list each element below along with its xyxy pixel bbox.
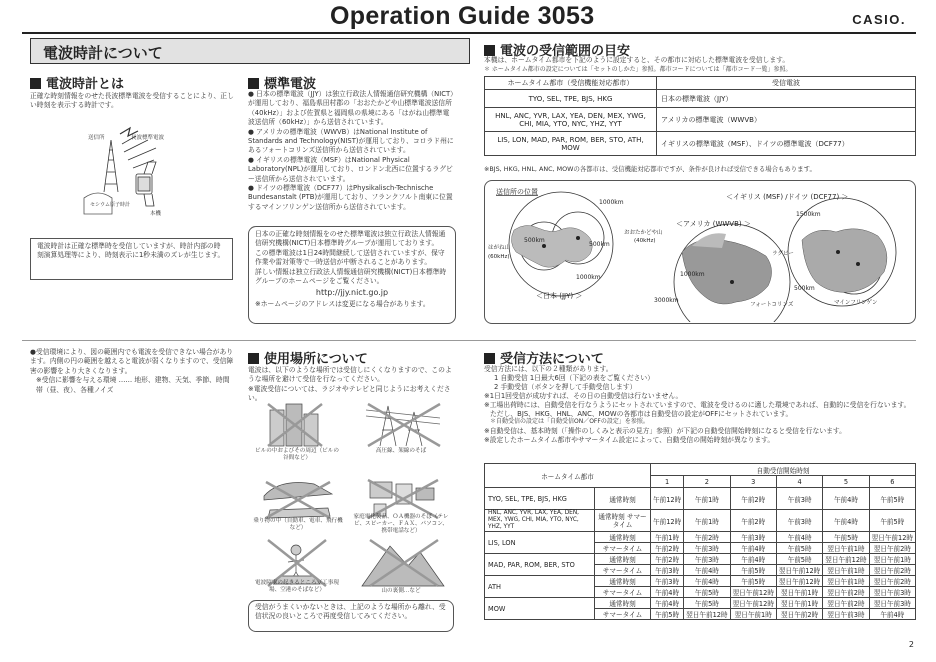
table-row: サマータイム 午前5時 翌日午前12時 翌日午前1時 翌日午前2時 翌日午前3時 午前4時 [485, 609, 916, 620]
interference-note: ●受信環境により、図の範囲内でも電波を受信できない場合があります。内側の円の範囲を越えると電波が弱くなりますので、受信障害の影響をより大きくなります。 ※受信に影響を与える環境 …… 地形、建物、天気、季節、時間帯（昼、夜）、各種ノイズ [30, 348, 234, 394]
distance-label: 500km [589, 241, 610, 248]
column-header: 6 [869, 476, 915, 488]
table-cell: アメリカの標準電波（WWVB） [657, 108, 916, 132]
method-heading: 受信方法について [484, 348, 604, 367]
accuracy-note: 電波時計は正確な標準時を受信していますが、時計内部の時刻演算処理等により、時刻表示に1秒未満のズレが生じます。 [37, 242, 225, 260]
table-row: サマータイム 午前4時 午前5時 翌日午前12時 翌日午前1時 翌日午前2時 翌日午前3時 [485, 587, 916, 598]
location-heading: 使用場所について [248, 348, 368, 367]
radio-clock-body: 正確な時刻情報をのせた長波標準電波を受信することにより、正しい時刻を表示する時計です。 [30, 92, 234, 110]
table-header-row [485, 464, 916, 476]
table-header-row [485, 77, 916, 90]
city-cell: HNL, ANC, YVR, LAX, YEA, DEN, MEX, YWG, CHI, MIA, YTO, NYC, YHZ, YYT [485, 510, 595, 532]
bullet-square-icon [30, 78, 41, 89]
distance-label: 1000km [576, 274, 601, 281]
caption-appliance: 家庭電化製品、ＯＡ機器のそば（テレビ、スピーカー、ＦＡＸ、パソコン、携帯電話など） [353, 514, 449, 534]
table-row: ATH 通常時刻 午前3時 午前4時 午前5時 翌日午前12時 翌日午前1時 翌日午前2時 [485, 576, 916, 587]
table-row [485, 108, 916, 132]
standard-wave-list [248, 90, 456, 212]
appliance-illustration [368, 480, 438, 518]
table-row: MAD, PAR, ROM, BER, STO 通常時刻 午前2時 午前3時 午前4時 午前5時 翌日午前12時 翌日午前1時 [485, 554, 916, 565]
column-header: 1 [651, 476, 684, 488]
location-note: ※電波受信については、ラジオやテレビと同じようにお考えください。 [248, 384, 451, 403]
distance-label: 1000km [680, 271, 705, 278]
nict-info-text: 日本の正確な時刻情報をのせた標準電波は独立行政法人情報通信研究機構(NICT)日本標準時グループが運用しております。 [255, 230, 446, 248]
method-body: 受信方法には、以下の２種類があります。 1 自動受信 1日最大6回（下記の表をご覧ください） 2 手動受信（ボタンを押して手動受信します） ※1日1回受信が成功すれば、その日の自動受信は行ないません。 ※工場出荷時には、自動受信を行なうようにセットされていますので、電波を受けるのに適した環境であれば、自動的に受信を行ないます。 ただし、BJS、HKG、HNL、ANC、MOWの各都市は自動受信の設定がOFFにセットされています。 ＊自動受信の設定は「自動受信ON／OFFの設定」を参照。 ※自動受信は、基本時刻（「操作のしくみと表示の見方」参照）が下記の自動受信開始時刻になると受信を行ないます。 ※設定したホームタイム都市やサマータイム設定によって、自動受信の開始時刻が異なります。 [484, 365, 911, 445]
rugby-label: ラグビー [772, 251, 794, 257]
city-cell: ATH [485, 576, 595, 598]
bullet-square-icon [248, 353, 259, 364]
column-header: 2 [684, 476, 730, 488]
radio-clock-heading: 電波時計とは [30, 73, 124, 92]
caption-powerline: 高圧線、架線のそば [375, 448, 427, 454]
list-item: ● 日本の標準電波（JJY）は独立行政法人情報通信研究機構（NICT）が運用しており、福島県田村郡の「おおたかどや山標準電波送信所（40kHz）」および佐賀県と福岡県の県境にある「はがね山標準電波送信所（60kHz）」から送信されています。 [248, 90, 454, 127]
nict-url-link[interactable]: http://jjy.nict.go.jp [315, 288, 389, 298]
column-header: ホームタイム都市 [485, 464, 651, 488]
cesium-clock-label: セシウム原子時計 [90, 202, 130, 208]
standard-wave-heading: 標準電波 [248, 73, 316, 92]
distance-label: 1500km [796, 211, 821, 218]
mode-cell: 通常時刻 [595, 488, 651, 510]
otakadoya-freq-label: (40kHz) [634, 238, 656, 244]
column-header: 受信電波 [657, 77, 916, 90]
table-row: LIS, LON 通常時刻 午前1時 午前2時 午前3時 午前4時 午前5時 翌日午前12時 [485, 532, 916, 543]
reception-range-heading: 電波の受信範囲の目安 [484, 40, 630, 59]
bullet-square-icon [484, 45, 495, 56]
column-header: 3 [730, 476, 776, 488]
list-item: ● ドイツの標準電波（DCF77）はPhysikalisch-Technische Bundesanstalt (PTB)が運用しており、フランクフルト南東に位置するマインフリンゲン送信所から送信されています。 [248, 184, 453, 211]
table-row: HNL, ANC, YVR, LAX, YEA, DEN, MEX, YWG, CHI, MIA, YTO, NYC, YHZ, YYT 通常時刻 サマータイム 午前12時 午前1時 午前2時 午前3時 午前4時 午前5時 [485, 510, 916, 532]
reception-footnote: ※BJS, HKG, HNL, ANC, MOWの各都市は、受信機能対応都市ですが、条件が良ければ受信できる場合もあります。 [484, 165, 816, 173]
nict-info-text: この標準電波は1日24時間継続して送信されていますが、保守作業や雷対策等で一時送信が中断されることがあります。 [255, 248, 445, 267]
table-row [485, 90, 916, 108]
usa-label: ＜アメリカ (WWVB) ＞ [676, 220, 751, 228]
nict-info-box [248, 226, 456, 324]
table-cell: TYO, SEL, TPE, BJS, HKG [485, 90, 657, 108]
caption-vehicle: 乗り物の中（自動車、電車、飛行機など） [253, 518, 343, 531]
city-cell: LIS, LON [485, 532, 595, 554]
uk-de-label: ＜イギリス (MSF) /ドイツ (DCF77) ＞ [726, 193, 849, 201]
fort-collins-label: フォートコリンズ [750, 302, 794, 308]
column-header: 5 [823, 476, 869, 488]
nict-info-text: 詳しい情報は独立行政法人情報通信研究機構(NICT)日本標準時グループのホームページをご覧ください。 [255, 267, 447, 286]
table-row: サマータイム 午前3時 午前4時 午前5時 翌日午前12時 翌日午前1時 翌日午前2時 [485, 565, 916, 576]
hagane-label: はがね山 [488, 245, 511, 251]
watch-label: 本機 [150, 211, 162, 217]
header-rule [22, 32, 916, 34]
table-row: MOW 通常時刻 午前4時 午前5時 翌日午前12時 翌日午前1時 翌日午前2時 翌日午前3時 [485, 598, 916, 609]
mountain-illustration [362, 540, 444, 586]
column-header: 自動受信開始時刻 [651, 464, 916, 476]
city-wave-table [484, 76, 916, 156]
distance-label: 500km [524, 237, 545, 244]
mode-cell: 通常時刻 サマータイム [595, 510, 651, 532]
table-cell: LIS, LON, MAD, PAR, ROM, BER, STO, ATH, MOW [485, 132, 657, 156]
mainflingen-label: マインフリンゲン [834, 300, 878, 306]
table-cell: イギリスの標準電波（MSF）、ドイツの標準電波（DCF77） [657, 132, 916, 156]
location-body: 電波は、以下のような場所では受信しにくくなりますので、このような場所を避けて受信を行なってください。 [248, 366, 452, 384]
table-cell: HNL, ANC, YVR, LAX, YEA, DEN, MEX, YWG, CHI, MIA, YTO, NYC, YHZ, YYT [485, 108, 657, 132]
reception-intro: 本機は、ホームタイム都市を下記のように設定すると、その都市に対応した標準電波を受信します。 [484, 56, 790, 64]
japan-label: ＜日本 (JJY) ＞ [536, 292, 583, 300]
section-divider [22, 340, 916, 341]
column-header: ホームタイム都市（受信機能対応都市） [485, 77, 657, 90]
distance-label: 3000km [654, 297, 679, 304]
city-cell: MOW [485, 598, 595, 620]
page-number: 2 [908, 640, 914, 649]
building-illustration [268, 404, 322, 446]
otakadoya-label: おおたかどや山 [624, 230, 663, 236]
wave-label: 長波標準電波 [131, 135, 165, 141]
distance-label: 500km [794, 285, 815, 292]
url-note: ※ホームページのアドレスは変更になる場合があります。 [255, 299, 430, 308]
column-header: 4 [776, 476, 822, 488]
list-item: ● アメリカの標準電波（WWVB）はNational Institute of Standards and Technology(NIST)が運用しており、コロラド州にあるフォートコリンズ送信所から送信されています。 [248, 127, 454, 155]
section-title: 電波時計について [30, 38, 470, 64]
table-cell: 日本の標準電波（JJY） [657, 90, 916, 108]
retry-tip: 受信がうまくいかないときは、上記のような場所から離れ、受信状況の良いところで再度受信してみてください。 [255, 603, 446, 621]
table-row: TYO, SEL, TPE, BJS, HKG 通常時刻 午前12時 午前1時 午前2時 午前3時 午前4時 午前5時 [485, 488, 916, 510]
retry-tip-box [248, 600, 454, 632]
caption-building: ビルの中およびその周辺（ビルの谷間など） [255, 448, 339, 461]
hagane-freq-label: (60kHz) [488, 254, 510, 260]
list-item: ● イギリスの標準電波（MSF）はNational Physical Laboratory(NPL)が運用しており、ロンドン北西に位置するラグビー送信所から送信されています。 [248, 155, 453, 183]
vehicle-illustration [264, 482, 332, 518]
table-row: サマータイム 午前2時 午前3時 午前4時 午前5時 翌日午前1時 翌日午前2時 [485, 543, 916, 554]
bullet-square-icon [484, 353, 495, 364]
page-header [0, 0, 936, 34]
location-illustrations [250, 400, 460, 596]
map-title: 送信所の位置 [496, 188, 538, 196]
city-cell: TYO, SEL, TPE, BJS, HKG [485, 488, 595, 510]
tower-label: 送信所 [88, 135, 105, 141]
bullet-square-icon [248, 78, 259, 89]
powerline-illustration [366, 404, 440, 446]
distance-label: 1000km [599, 199, 624, 206]
schedule-table [484, 463, 916, 620]
caption-construction: 電波障害の起きるところ（工事現場、空港のそばなど） [255, 580, 339, 593]
city-cell: MAD, PAR, ROM, BER, STO [485, 554, 595, 576]
transmitter-map-svg [486, 182, 914, 322]
accuracy-note-box [30, 238, 233, 280]
radio-clock-illustration [78, 122, 218, 224]
reception-note: ＊ ホームタイム都市の設定については「セットのしかた」参照。都市コードについては「都市コード一覧」参照。 [484, 66, 792, 74]
table-row [485, 132, 916, 156]
page-title: Operation Guide 3053 [330, 2, 595, 30]
caption-mountain: 山の裏側…など [381, 588, 421, 594]
brand-logo: CASIO. [852, 12, 906, 27]
